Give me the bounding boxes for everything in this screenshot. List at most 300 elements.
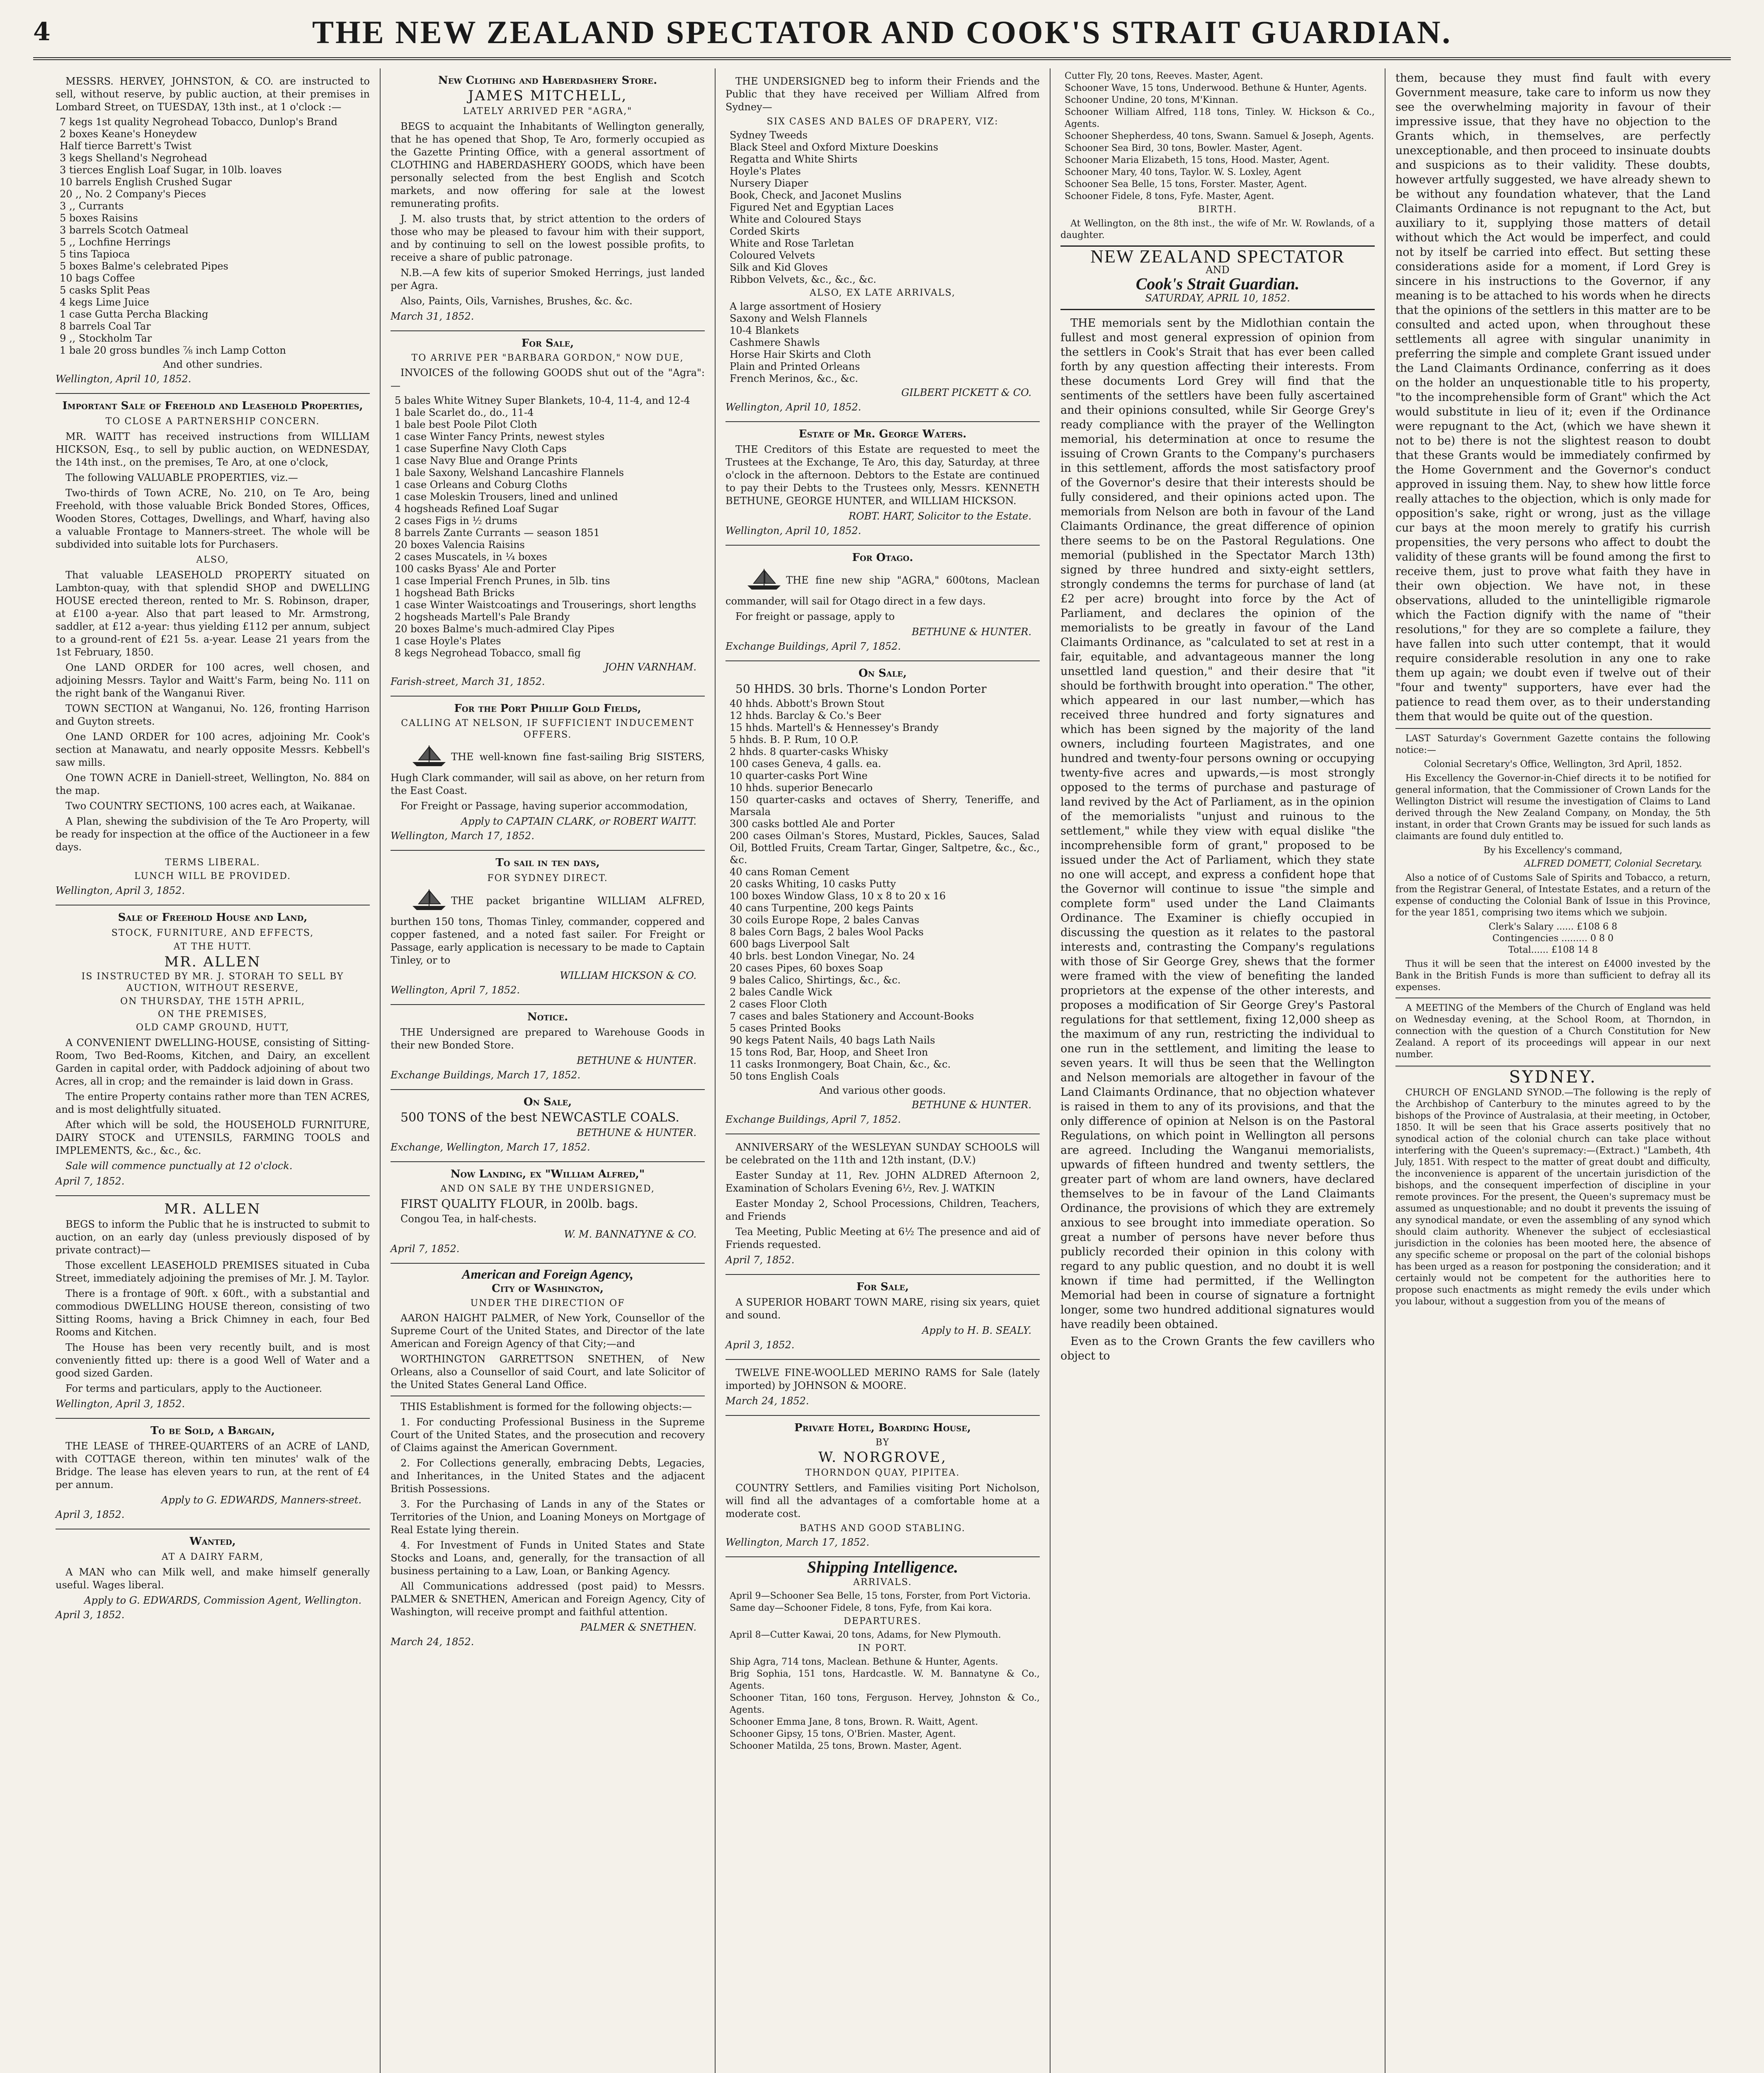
ad-signature: Apply to CAPTAIN CLARK, or ROBERT WAITT. bbox=[461, 816, 696, 827]
list-item: Cashmere Shawls bbox=[730, 337, 820, 348]
ad-title: New Clothing and Haberdashery Store. bbox=[438, 74, 658, 87]
list-item: Regatta and White Shirts bbox=[730, 153, 858, 165]
list-item: 50 tons English Coals bbox=[730, 1070, 839, 1082]
ad-text: THE fine new ship "AGRA," 600tons, Maclean commander, will sail for Otago direct in a few days. bbox=[725, 567, 1040, 608]
ad-text: A Plan, shewing the subdivision of the Te Aro Property, will be ready for inspection at the office of the Auctioneer in a few days. bbox=[56, 816, 370, 853]
list-item: 5 boxes Balme's celebrated Pipes bbox=[60, 260, 228, 272]
list-item: White and Rose Tarletan bbox=[730, 238, 854, 249]
page-columns bbox=[46, 68, 1720, 2073]
editorial-title-and: AND bbox=[1206, 264, 1230, 276]
editorial-date: SATURDAY, APRIL 10, 1852. bbox=[1145, 292, 1290, 304]
ad-on-sale-goods bbox=[725, 661, 1040, 1134]
list-item: Schooner Undine, 20 tons, M'Kinnan. bbox=[1065, 95, 1238, 105]
ad-mare-for-sale bbox=[725, 1275, 1040, 1360]
ad-auctioneer-name: MR. ALLEN bbox=[164, 954, 261, 970]
ad-subtitle: LATELY ARRIVED PER "AGRA," bbox=[463, 106, 633, 117]
ad-date: April 3, 1852. bbox=[56, 1609, 125, 1621]
ad-text: One LAND ORDER for 100 acres, well chosen, and adjoining Messrs. Taylor and Waitt's Farm, being No. 111 on the right bank of the Wanganui River. bbox=[56, 662, 370, 699]
list-item: 3 kegs Shelland's Negrohead bbox=[60, 152, 207, 164]
list-item: Horse Hair Skirts and Cloth bbox=[730, 349, 871, 360]
ad-date: April 7, 1852. bbox=[391, 1243, 460, 1255]
list-item: 40 cans Turpentine, 200 kegs Paints bbox=[730, 902, 914, 914]
list-item: 1 case Winter Fancy Prints, newest styles bbox=[395, 431, 605, 442]
gazette-signature: ALFRED DOMETT, Colonial Secretary. bbox=[1524, 859, 1702, 869]
ad-proprietor-name: W. NORGROVE, bbox=[818, 1449, 947, 1466]
ad-title: To sail in ten days, bbox=[495, 857, 600, 869]
ad-subtitle: BY bbox=[875, 1437, 890, 1448]
ad-text: For terms and particulars, apply to the Auctioneer. bbox=[66, 1383, 322, 1394]
ad-text: The House has been very recently built, and is most conveniently fitted up: there is a good Well of Water and a good sized Garden. bbox=[56, 1342, 370, 1379]
ad-text: And other sundries. bbox=[163, 359, 263, 370]
list-item: Saxony and Welsh Flannels bbox=[730, 313, 867, 324]
ad-title: Now Landing, ex "William Alfred," bbox=[450, 1168, 645, 1180]
ad-date: March 31, 1852. bbox=[391, 311, 474, 322]
ad-text: For Freight or Passage, having superior accommodation, bbox=[400, 800, 688, 812]
ad-subtitle: ON THURSDAY, THE 15TH APRIL, bbox=[120, 996, 305, 1007]
list-item: 10 quarter-casks Port Wine bbox=[730, 770, 868, 782]
ad-text: THIS Establishment is formed for the following objects:— bbox=[400, 1401, 692, 1413]
list-item: 20 boxes Balme's much-admired Clay Pipes bbox=[395, 623, 615, 635]
ad-title: Sale of Freehold House and Land, bbox=[118, 911, 308, 924]
item-list bbox=[60, 116, 370, 357]
ad-date: Wellington, April 3, 1852. bbox=[56, 1398, 185, 1410]
item-list bbox=[730, 698, 1040, 1083]
ad-subtitle: OLD CAMP GROUND, HUTT, bbox=[136, 1022, 290, 1033]
ad-merino-rams bbox=[725, 1360, 1040, 1416]
ad-flour bbox=[391, 1162, 705, 1264]
list-item: April 9—Schooner Sea Belle, 15 tons, Forster, from Port Victoria. bbox=[730, 1591, 1031, 1601]
list-item: White and Coloured Stays bbox=[730, 214, 861, 225]
ad-text: 4. For Investment of Funds in United States and State Stocks and Loans, and, generally, for the transaction of all business pertaining to a Law, Loan, or Banking Agency. bbox=[391, 1539, 705, 1577]
gazette-body: His Excellency the Governor-in-Chief directs it to be notified for general information, that the Commissioner of Crown Lands for the Wellington District will resume the investigation of Claims to Land derived through the New Zealand Company, on Monday, the 5th instant, in order that Crown Grants may be issued for such lands as claimants are found duly entitled to. bbox=[1395, 773, 1711, 842]
ad-title: For the Port Phillip Gold Fields, bbox=[454, 702, 641, 715]
ad-text: THE well-known fine fast-sailing Brig SISTERS, Hugh Clark commander, will sail as above, on her return from the East Coast. bbox=[391, 743, 705, 797]
ad-lease-bargain bbox=[56, 1419, 370, 1529]
ad-date: Wellington, April 7, 1852. bbox=[391, 984, 520, 996]
ad-text: A CONVENIENT DWELLING-HOUSE, consisting of Sitting-Room, Two Bed-Rooms, Kitchen, and Dairy, an excellent Garden in capital order, with Paddock adjoining of about two Acres, all in crop; and the remainder is laid down in Grass. bbox=[56, 1037, 370, 1087]
list-item: 100 cases Geneva, 4 galls. ea. bbox=[730, 758, 881, 769]
list-item: 2 cases Figs in ½ drums bbox=[395, 515, 517, 527]
list-item: 8 barrels Zante Currants — season 1851 bbox=[395, 527, 600, 539]
list-item: 2 cases Muscatels, in ¼ boxes bbox=[395, 551, 547, 563]
ad-subtitle: STOCK, FURNITURE, AND EFFECTS, bbox=[111, 928, 314, 938]
ad-subtitle: AND ON SALE BY THE UNDERSIGNED, bbox=[440, 1184, 655, 1194]
list-item: A large assortment of Hosiery bbox=[730, 301, 881, 312]
sydney-article: CHURCH OF ENGLAND SYNOD.—The following is the reply of the Archbishop of Canterbury to the minutes agreed to by the bishops of the Province of Australasia, at their meeting, in October, 1850. It will be seen that his Grace asserts positively that no synodical action of the colonial church can take place without interfering with the Queen's supremacy:—(Extract.) "Lambeth, 4th July, 1851. With respect to the matter of great doubt and difficulty, the inconvenience is apparent of the uncertain jurisdiction of the bishops, and the consequent imperfection of discipline in your remote provinces. For the present, the Queen's supremacy must be assumed as unquestionable; and no doubt it prevents the issuing of any synodical mandate, or even the assembling of any synod which should claim authority. Whenever the subject of ecclesiastical jurisdiction in the colonies has been mooted here, the absence of any specific scheme or proposal on the part of the colonial bishops has been urged as a reason for postponing the consideration; and it certainly would not be competent for the authorities here to propose such enactments as might remedy the evils under which you labour, without a suggestion from you of the means of bbox=[1395, 1087, 1711, 1307]
ad-subtitle: THORNDON QUAY, PIPITEA. bbox=[805, 1468, 960, 1478]
ad-text: INVOICES of the following GOODS shut out of the "Agra":— bbox=[391, 367, 705, 391]
ad-date: Exchange Buildings, March 17, 1852. bbox=[391, 1069, 581, 1081]
in-port-list bbox=[730, 1656, 1040, 1752]
editorial-paragraph: Even as to the Crown Grants the few cavillers who object to bbox=[1060, 1335, 1375, 1362]
list-item: Schooner Sea Bird, 30 tons, Bowler. Master, Agent. bbox=[1065, 143, 1303, 153]
ad-dairy-wanted bbox=[56, 1529, 370, 1629]
ad-text: One TOWN ACRE in Daniell-street, Wellington, No. 884 on the map. bbox=[56, 772, 370, 796]
list-item: 1 case Winter Waistcoatings and Trouserings, short lengths bbox=[395, 599, 696, 611]
ad-freehold-sale bbox=[56, 394, 370, 905]
list-item: Sydney Tweeds bbox=[730, 129, 808, 141]
ad-text: WORTHINGTON GARRETTSON SNETHEN, of New Orleans, also a Counsellor of said Court, and late Solicitor of the United States General Land Office. bbox=[391, 1353, 705, 1391]
list-item: 12 hhds. Barclay & Co.'s Beer bbox=[730, 710, 881, 721]
list-item: 3 ,, Currants bbox=[60, 200, 124, 212]
list-item: Schooner Titan, 160 tons, Ferguson. Hervey, Johnston & Co., Agents. bbox=[730, 1693, 1040, 1715]
list-item: 3 barrels Scotch Oatmeal bbox=[60, 224, 189, 236]
list-item: 11 casks Ironmongery, Boat Chain, &c., &c. bbox=[730, 1058, 951, 1070]
list-item: 5 hhds. B. P. Rum, 10 O.P. bbox=[730, 734, 859, 745]
ad-for-otago bbox=[725, 546, 1040, 661]
ad-subtitle: DEPARTURES. bbox=[844, 1616, 922, 1626]
ad-signature: PALMER & SNETHEN. bbox=[580, 1622, 696, 1633]
list-item: Ship Agra, 714 tons, Maclean. Bethune & Hunter, Agents. bbox=[730, 1657, 998, 1667]
list-item: Schooner Emma Jane, 8 tons, Brown. R. Waitt, Agent. bbox=[730, 1717, 978, 1727]
ad-text: THE UNDERSIGNED beg to inform their Friends and the Public that they have received per William Alfred from Sydney— bbox=[725, 75, 1040, 113]
list-item: 7 cases and bales Stationery and Account-Books bbox=[730, 1010, 974, 1022]
notice-text: Also a notice of of Customs Sale of Spirits and Tobacco, a return, from the Registrar General, of Intestate Estates, and a return of the expense of conducting the Colonial Bank of Issue in this Province, for the year 1851, comprising two items which we subjoin. bbox=[1395, 873, 1711, 918]
ad-title: To be Sold, a Bargain, bbox=[150, 1425, 275, 1437]
ad-text: All Communications addressed (post paid) to Messrs. PALMER & SNETHEN, American and Foreign Agency, City of Washington, will receive prompt and faithful attention. bbox=[391, 1580, 705, 1618]
arrivals-list bbox=[730, 1590, 1040, 1614]
ad-signature: BETHUNE & HUNTER. bbox=[577, 1127, 696, 1138]
list-item: Ribbon Velvets, &c., &c., &c. bbox=[730, 274, 876, 285]
ad-text: The entire Property contains rather more than TEN ACRES, and is most delightfully situated. bbox=[56, 1091, 370, 1115]
ad-clothing-store bbox=[391, 68, 705, 331]
list-item: 40 cans Roman Cement bbox=[730, 866, 849, 878]
ship-icon bbox=[735, 567, 783, 595]
ad-text: After which will be sold, the HOUSEHOLD FURNITURE, DAIRY STOCK and UTENSILS, FARMING TOOLS and IMPLEMENTS, &c., &c., &c. bbox=[56, 1119, 370, 1156]
ad-newcastle-coals bbox=[391, 1090, 705, 1162]
list-item: 20 cases Pipes, 60 boxes Soap bbox=[730, 962, 883, 974]
list-item: April 8—Cutter Kawai, 20 tons, Adams, for New Plymouth. bbox=[730, 1630, 1001, 1640]
ad-text: Easter Sunday at 11, Rev. JOHN ALDRED Afternoon 2, Examination of Scholars Evening 6½, Rev. J. WATKIN bbox=[725, 1170, 1040, 1194]
ad-subtitle: BIRTH. bbox=[1198, 204, 1237, 215]
column-5 bbox=[1385, 68, 1720, 2073]
church-notice: A MEETING of the Members of the Church of England was held on Wednesday evening, at the School Room, at Thorndon, in connection with the question of a Church Constitution for New Zealand. A report of its proceedings will appear in our next number. bbox=[1395, 1003, 1711, 1060]
list-item: 5 casks Split Peas bbox=[60, 284, 150, 296]
ad-subtitle: CALLING AT NELSON, IF SUFFICIENT INDUCEMENT OFFERS. bbox=[401, 718, 694, 740]
ad-signature: BETHUNE & HUNTER. bbox=[912, 626, 1031, 638]
list-item: 10-4 Blankets bbox=[730, 325, 799, 336]
list-item: 3 tierces English Loaf Sugar, in 10lb. loaves bbox=[60, 164, 282, 176]
ad-signature: Apply to G. EDWARDS, Manners-street. bbox=[161, 1494, 362, 1506]
list-item: Half tierce Barrett's Twist bbox=[60, 140, 192, 152]
list-item: 1 bale Saxony, Welshand Lancashire Flannels bbox=[395, 467, 624, 478]
item-list bbox=[730, 129, 1040, 286]
item-list bbox=[730, 301, 1040, 385]
list-item: Same day—Schooner Fidele, 8 tons, Fyfe, from Kai kora. bbox=[730, 1603, 992, 1613]
list-item: Schooner Sea Belle, 15 tons, Forster. Master, Agent. bbox=[1065, 179, 1307, 189]
list-item: 4 hogsheads Refined Loaf Sugar bbox=[395, 503, 558, 515]
ad-signature: BETHUNE & HUNTER. bbox=[912, 1099, 1031, 1111]
ad-title: City of Washington, bbox=[492, 1282, 604, 1295]
column-3 bbox=[716, 68, 1051, 2073]
list-item: 40 hhds. Abbott's Brown Stout bbox=[730, 698, 885, 709]
ad-text: Also, Paints, Oils, Varnishes, Brushes, &c. &c. bbox=[400, 295, 633, 307]
ad-date: April 7, 1852. bbox=[56, 1175, 125, 1187]
ad-text: THE packet brigantine WILLIAM ALFRED, burthen 150 tons, Thomas Tinley, commander, coppered and copper fastened, and a noted fast sailer. For Freight or Passage, early application is necessary to be made to Captain Tinley, or to bbox=[391, 887, 705, 967]
ad-text: THE Undersigned are prepared to Warehouse Goods in their new Bonded Store. bbox=[391, 1027, 705, 1051]
ad-subtitle: ALSO, EX LATE ARRIVALS, bbox=[810, 288, 956, 298]
contingencies-line: Contingencies ......... 0 8 0 bbox=[1492, 933, 1614, 944]
list-item: 40 brls. best London Vinegar, No. 24 bbox=[730, 950, 915, 962]
list-item: 1 case Navy Blue and Orange Prints bbox=[395, 455, 578, 466]
column-1 bbox=[46, 68, 381, 2073]
ad-signature: JOHN VARNHAM. bbox=[604, 661, 696, 673]
editorial-title: NEW ZEALAND SPECTATOR bbox=[1090, 246, 1345, 267]
ad-sydney-direct bbox=[391, 851, 705, 1005]
birth-notice: At Wellington, on the 8th inst., the wife of Mr. W. Rowlands, of a daughter. bbox=[1060, 218, 1375, 240]
list-item: 15 tons Rod, Bar, Hoop, and Sheet Iron bbox=[730, 1046, 928, 1058]
list-item: 2 hhds. 8 quarter-casks Whisky bbox=[730, 746, 888, 757]
list-item: 5 boxes Raisins bbox=[60, 212, 138, 224]
in-port-list bbox=[1065, 70, 1375, 202]
column-4 bbox=[1051, 68, 1385, 2073]
ad-date: Wellington, April 10, 1852. bbox=[725, 401, 861, 413]
ad-text: N.B.—A few kits of superior Smoked Herrings, just landed per Agra. bbox=[391, 267, 705, 291]
gazette-by: By his Excellency's command, bbox=[1483, 845, 1623, 856]
ad-merchant-name: JAMES MITCHELL, bbox=[468, 87, 628, 104]
list-item: Book, Check, and Jaconet Muslins bbox=[730, 189, 902, 201]
list-item: 1 case Gutta Percha Blacking bbox=[60, 308, 209, 320]
ad-text: For freight or passage, apply to bbox=[735, 611, 895, 622]
ad-text: MR. WAITT has received instructions from WILLIAM HICKSON, Esq., to sell by public auction, on WEDNESDAY, the 14th inst., on the premises, Te Aro, at one o'clock, bbox=[56, 431, 370, 468]
list-item: 100 boxes Window Glass, 10 x 8 to 20 x 16 bbox=[730, 890, 946, 902]
ad-title: For Sale, bbox=[521, 337, 574, 350]
list-item: 1 bale Scarlet do., do., 11-4 bbox=[395, 407, 534, 418]
ad-title: On Sale, bbox=[858, 667, 907, 680]
departures-list bbox=[730, 1629, 1040, 1641]
ad-date: April 3, 1852. bbox=[56, 1509, 125, 1520]
ad-text: 500 TONS of the best NEWCASTLE COALS. bbox=[400, 1110, 679, 1125]
ad-date: Exchange Buildings, April 7, 1852. bbox=[725, 641, 901, 652]
list-item: 20 ,, No. 2 Company's Pieces bbox=[60, 188, 206, 200]
ad-signature: WILLIAM HICKSON & CO. bbox=[560, 970, 696, 981]
ad-subtitle: IN PORT. bbox=[858, 1643, 907, 1653]
ad-text: Two-thirds of Town ACRE, No. 210, on Te Aro, being Freehold, with those valuable Brick Bonded Stores, Offices, Wooden Stores, Cottages, Dwellings, and Wharf, having also a valuable Frontage to Manners-street. The whole will be subdivided into suitable lots for Purchasers. bbox=[56, 487, 370, 550]
list-item: 9 bales Calico, Shirtings, &c., &c. bbox=[730, 974, 901, 986]
list-item: Schooner Fidele, 8 tons, Fyfe. Master, Agent. bbox=[1065, 191, 1274, 201]
ad-date: Exchange, Wellington, March 17, 1852. bbox=[391, 1141, 590, 1153]
list-item: 1 case Imperial French Prunes, in 5lb. tins bbox=[395, 575, 610, 587]
ad-text: MESSRS. HERVEY, JOHNSTON, & CO. are instructed to sell, without reserve, by public auction, at their premises in Lombard Street, on TUESDAY, 13th inst., at 1 o'clock :— bbox=[56, 75, 370, 113]
ad-text: 3. For the Purchasing of Lands in any of the States or Territories of the Union, and Loaning Moneys on Mortgage of Real Estate lying therein. bbox=[391, 1498, 705, 1536]
sydney-heading: SYDNEY. bbox=[1395, 1066, 1711, 1084]
list-item: 2 cases Floor Cloth bbox=[730, 998, 827, 1010]
list-item: 5 tins Tapioca bbox=[60, 248, 130, 260]
ad-text: ANNIVERSARY of the WESLEYAN SUNDAY SCHOOLS will be celebrated on the 11th and 12th instant, (D.V.) bbox=[725, 1141, 1040, 1166]
ad-american-agency bbox=[391, 1264, 705, 1656]
list-item: 9 ,, Stockholm Tar bbox=[60, 333, 152, 344]
item-list bbox=[395, 395, 705, 659]
divider bbox=[1395, 728, 1711, 729]
section-heading: Shipping Intelligence. bbox=[807, 1558, 958, 1576]
ad-text: Congou Tea, in half-chests. bbox=[400, 1213, 537, 1225]
list-item: French Merinos, &c., &c. bbox=[730, 373, 858, 384]
ad-text: THE Creditors of this Estate are requested to meet the Trustees at the Exchange, Te Aro, this day, Saturday, at three o'clock in the afternoon. Debtors to the Estate are continued to pay their Debts to the Trustees only, Messrs. KENNETH BETHUNE, GEORGE HUNTER, and WILLIAM HICKSON. bbox=[725, 444, 1040, 507]
list-item: 1 bale best Poole Pilot Cloth bbox=[395, 419, 537, 430]
ad-subtitle: AT A DAIRY FARM, bbox=[161, 1552, 264, 1562]
ad-subtitle: ALSO, bbox=[196, 555, 229, 565]
list-item: 20 casks Whiting, 10 casks Putty bbox=[730, 878, 896, 890]
ad-title: For Otago. bbox=[852, 551, 913, 564]
ship-icon bbox=[400, 887, 448, 915]
ad-text: AARON HAIGHT PALMER, of New York, Counsellor of the Supreme Court of the United States, and Director of the late American and Foreign Agency of that City;—and bbox=[391, 1312, 705, 1350]
ad-bonded-store bbox=[391, 1005, 705, 1090]
ad-title: Private Hotel, Boarding House, bbox=[794, 1422, 971, 1434]
list-item: Silk and Kid Gloves bbox=[730, 262, 828, 273]
list-item: 600 bags Liverpool Salt bbox=[730, 938, 849, 950]
list-item: 2 bales Candle Wick bbox=[730, 986, 832, 998]
newspaper-title: THE NEW ZEALAND SPECTATOR AND COOK'S STRAIT GUARDIAN. bbox=[312, 14, 1452, 50]
list-item: 5 cases Printed Books bbox=[730, 1022, 841, 1034]
list-item: 150 quarter-casks and octaves of Sherry, Teneriffe, and Marsala bbox=[730, 794, 1040, 818]
ad-title: American and Foreign Agency, bbox=[462, 1267, 633, 1282]
list-item: 90 kegs Patent Nails, 40 bags Lath Nails bbox=[730, 1034, 935, 1046]
list-item: Plain and Printed Orleans bbox=[730, 361, 860, 372]
list-item: 200 cases Oilman's Stores, Mustard, Pickles, Sauces, Salad Oil, Bottled Fruits, Cream Tartar, Ginger, Saltpetre, &c., &c., &c. bbox=[730, 830, 1040, 866]
ad-text: Tea Meeting, Public Meeting at 6½ The presence and aid of Friends requested. bbox=[725, 1226, 1040, 1250]
ad-date: Wellington, April 10, 1852. bbox=[725, 525, 861, 536]
notice-text: Thus it will be seen that the interest on £4000 invested by the Bank in the British Funds is more than sufficient to defray all its expenses. bbox=[1395, 959, 1711, 993]
ad-text: The following VALUABLE PROPERTIES, viz.— bbox=[66, 472, 298, 483]
ad-private-hotel bbox=[725, 1416, 1040, 1557]
ad-estate-waters bbox=[725, 422, 1040, 546]
editorial-subtitle: Cook's Strait Guardian. bbox=[1136, 274, 1300, 293]
list-item: Schooner Shepherdess, 40 tons, Swann. Samuel & Joseph, Agents. bbox=[1065, 131, 1374, 141]
ad-text: Two COUNTRY SECTIONS, 100 acres each, at Waikanae. bbox=[66, 800, 356, 812]
ad-text: One LAND ORDER for 100 acres, adjoining Mr. Cook's section at Manawatu, and nearly opposite Messrs. Kebbell's saw mills. bbox=[56, 731, 370, 768]
ad-signature: ROBT. HART, Solicitor to the Estate. bbox=[848, 510, 1031, 522]
ad-title: For Sale, bbox=[856, 1281, 909, 1293]
list-item: 100 casks Byass' Ale and Porter bbox=[395, 563, 556, 575]
salary-line: Clerk's Salary ...... £108 6 8 bbox=[1488, 922, 1618, 932]
list-item: 10 bags Coffee bbox=[60, 272, 135, 284]
ad-date: March 24, 1852. bbox=[725, 1395, 809, 1407]
list-item: 8 barrels Coal Tar bbox=[60, 320, 151, 332]
list-item: Black Steel and Oxford Mixture Doeskins bbox=[730, 141, 939, 153]
ad-invoices-for-sale bbox=[391, 331, 705, 697]
list-item: 1 case Superfine Navy Cloth Caps bbox=[395, 443, 567, 454]
ad-text: Easter Monday 2, School Processions, Children, Teachers, and Friends bbox=[725, 1198, 1040, 1222]
ad-subtitle: TERMS LIBERAL. bbox=[165, 857, 260, 868]
list-item: Corded Skirts bbox=[730, 226, 800, 237]
list-item: 1 hogshead Bath Bricks bbox=[395, 587, 515, 599]
ad-text: Sale will commence punctually at 12 o'clock. bbox=[66, 1160, 293, 1172]
ship-icon bbox=[400, 743, 448, 772]
ad-text: BEGS to inform the Public that he is instructed to submit to auction, on an early day (unless previously disposed of by private contract)— bbox=[56, 1219, 370, 1256]
list-item: 1 bale 20 gross bundles ⅞ inch Lamp Cotton bbox=[60, 345, 286, 356]
ad-text: TOWN SECTION at Wanganui, No. 126, fronting Harrison and Guyton streets. bbox=[56, 703, 370, 727]
list-item: 300 casks bottled Ale and Porter bbox=[730, 818, 895, 830]
ad-date: Wellington, March 17, 1852. bbox=[725, 1537, 869, 1548]
list-item: Schooner William Alfred, 118 tons, Tinley. W. Hickson & Co., Agents. bbox=[1065, 107, 1375, 129]
list-item: Schooner Mary, 40 tons, Taylor. W. S. Loxley, Agent bbox=[1065, 167, 1301, 177]
ad-date: Farish-street, March 31, 1852. bbox=[391, 676, 545, 687]
column-2 bbox=[381, 68, 716, 2073]
list-item: 8 bales Corn Bags, 2 bales Wool Packs bbox=[730, 926, 924, 938]
list-item: 1 case Hoyle's Plates bbox=[395, 635, 501, 647]
ad-date: Exchange Buildings, April 7, 1852. bbox=[725, 1114, 901, 1125]
list-item: 10 barrels English Crushed Sugar bbox=[60, 176, 232, 188]
ad-subtitle: UNDER THE DIRECTION OF bbox=[470, 1298, 625, 1308]
ad-title: On Sale, bbox=[523, 1096, 572, 1108]
ad-signature: Apply to H. B. SEALY. bbox=[922, 1325, 1031, 1336]
ad-subtitle: SIX CASES AND BALES OF DRAPERY, VIZ: bbox=[767, 117, 999, 127]
list-item: 30 coils Europe Rope, 2 bales Canvas bbox=[730, 914, 920, 926]
ad-subtitle: LUNCH WILL BE PROVIDED. bbox=[134, 871, 291, 881]
list-item: 7 kegs 1st quality Negrohead Tobacco, Dunlop's Brand bbox=[60, 116, 337, 128]
list-item: 1 case Orleans and Coburg Cloths bbox=[395, 479, 568, 490]
ad-date: April 3, 1852. bbox=[725, 1339, 795, 1351]
ad-text: J. M. also trusts that, by strict attention to the orders of those who may be pleased to favour him with their support, and by continuing to sell on the lowest possible profits, to receive a share of public patronage. bbox=[391, 213, 705, 263]
ad-subtitle: ARRIVALS. bbox=[853, 1577, 912, 1588]
ad-text: BEGS to acquaint the Inhabitants of Wellington generally, that he has opened that Shop, Te Aro, formerly occupied as the Gazette Printing Office, with a general assortment of CLOTHING and HABERDASHERY GOODS, which have been personally selected from the best English and Scotch markets, and now offering for sale at the lowest remunerating profits. bbox=[391, 121, 705, 209]
ad-auctioneer-name: MR. ALLEN bbox=[164, 1201, 261, 1217]
list-item: 2 boxes Keane's Honeydew bbox=[60, 128, 197, 140]
list-item: Hoyle's Plates bbox=[730, 165, 801, 177]
list-item: 8 kegs Negrohead Tobacco, small fig bbox=[395, 647, 581, 659]
ad-text: 1. For conducting Professional Business in the Supreme Court of the United States, and the prosecution and recovery of Claims against the American Government. bbox=[391, 1416, 705, 1454]
ad-text: 50 HHDS. 30 brls. Thorne's London Porter bbox=[735, 682, 987, 696]
list-item: 1 case Moleskin Trousers, lined and unlined bbox=[395, 491, 618, 502]
ad-signature: W. M. BANNATYNE & CO. bbox=[564, 1228, 696, 1240]
ad-hutt-sale bbox=[56, 905, 370, 1196]
list-item: 10 hhds. superior Benecarlo bbox=[730, 782, 873, 794]
ad-subtitle: FOR SYDNEY DIRECT. bbox=[487, 873, 608, 884]
list-item: Coloured Velvets bbox=[730, 250, 815, 261]
ad-cuba-street bbox=[56, 1196, 370, 1419]
total-line: Total...... £108 14 8 bbox=[1508, 945, 1598, 955]
ad-subtitle: TO CLOSE A PARTNERSHIP CONCERN. bbox=[105, 416, 320, 427]
ad-text: FIRST QUALITY FLOUR, in 200lb. bags. bbox=[400, 1197, 638, 1211]
ad-text: That valuable LEASEHOLD PROPERTY situated on Lambton-quay, with that splendid SHOP and DWELLING HOUSE erected thereon, rented to Mr. S. Robinson, draper, at £100 a-year. Also that part leased to Mr. Armstrong, saddler, at £12 a-year: thus yielding £112 per annum, subject to a ground-rent of £21 5s. a-year. Lease 21 years from the 1st February, 1850. bbox=[56, 569, 370, 658]
list-item: Schooner Maria Elizabeth, 15 tons, Hood. Master, Agent. bbox=[1065, 155, 1330, 165]
ad-signature: GILBERT PICKETT & CO. bbox=[901, 387, 1031, 398]
list-item: Brig Sophia, 151 tons, Hardcastle. W. M. Bannatyne & Co., Agents. bbox=[730, 1669, 1040, 1691]
ad-hervey-johnston bbox=[56, 68, 370, 394]
list-item: 2 hogsheads Martell's Pale Brandy bbox=[395, 611, 570, 623]
editorial-masthead bbox=[1060, 245, 1375, 310]
page-number: 4 bbox=[33, 17, 51, 46]
list-item: Cutter Fly, 20 tons, Reeves. Master, Agent. bbox=[1065, 71, 1263, 81]
ad-drapery bbox=[725, 68, 1040, 422]
ad-subtitle: IS INSTRUCTED BY MR. J. STORAH TO SELL BY AUCTION, WITHOUT RESERVE, bbox=[81, 971, 344, 993]
ad-date: Wellington, April 3, 1852. bbox=[56, 885, 185, 896]
ad-text: And various other goods. bbox=[819, 1085, 946, 1096]
ad-subtitle: TO ARRIVE PER "BARBARA GORDON," NOW DUE, bbox=[411, 353, 684, 363]
masthead bbox=[33, 12, 1731, 60]
ad-text: COUNTRY Settlers, and Families visiting Port Nicholson, will find all the advantages of a comfortable home at a moderate cost. bbox=[725, 1482, 1040, 1520]
ad-date: April 7, 1852. bbox=[725, 1254, 795, 1266]
list-item: Figured Net and Egyptian Laces bbox=[730, 201, 894, 213]
list-item: 5 ,, Lochfine Herrings bbox=[60, 236, 171, 248]
list-item: 4 kegs Lime Juice bbox=[60, 296, 149, 308]
list-item: Schooner Wave, 15 tons, Underwood. Bethune & Hunter, Agents. bbox=[1065, 83, 1367, 93]
ad-subtitle: ON THE PREMISES, bbox=[158, 1009, 268, 1020]
gazette-intro: LAST Saturday's Government Gazette contains the following notice:— bbox=[1395, 733, 1711, 755]
ad-signature: BETHUNE & HUNTER. bbox=[577, 1055, 696, 1066]
editorial-paragraph: THE memorials sent by the Midlothian contain the fullest and most general expression of opinion from the settlers in Cook's Strait that has ever been called forth by any question affecting their interests. From these documents Lord Grey will find that the sentiments of the settlers have been fully ascertained and their opinions consulted, while Sir George Grey's ready compliance with the prayer of the Wellington memorial, his determination at once to resume the issuing of Crown Grants to the Company's purchasers in this settlement, affords the most satisfactory proof of the Governor's desire that their interests should be fully considered, and their opinions acted upon. The memorials from Nelson are both in favour of the Land Claimants Ordinance, the great difference of opinion there seems to be on the Pastoral Regulations. One memorial (published in the Spectator March 13th) signed by three hundred and sixty-eight settlers, strongly condemns the terms for purchase of land (at £2 per acre) brought into force by the Act of Parliament, and declares the opinion of the memorialists to be greatly in favour of the Land Claimants Ordinance, as "calculated to set at rest in a fair, equitable, and advantageous manner the long unsettled land question," and their desire that "it should be forthwith brought into operation." The other, which appeared in our last number,—which has received three hundred and forty signatures and which has been signed by the majority of the land owners, including fourteen Magistrates, and one hundred and twenty-four persons owning or occupying twenty-five acres and upwards,—is most strongly opposed to the terms of purchase and pasturage of land revived by the Act of Parliament, as in the opinion of the memorialists "unjust and ruinous to the settlement," while they view with equal dislike "the incomprehensible form of grant," proposed to be issued under the Act of Parliament, which they state no one will accept, and express a confident hope that the Governor will continue to issue "the simple and complete form" used under the Land Claimants Ordinance. The Examiner is chiefly occupied in discussing the question as it relates to the pastoral interests and, contrasting the Company's regulations with those of Sir George Grey, shews that the former were framed with the view of benefiting the landed proprietors at the expense of the other interests, and proposes a modification of Sir George Grey's Pastoral regulations for that settlement, fixing 12,000 sheep as the maximum of any run, restricting the individual to one run in the settlement, and limiting the lease to seven years. It will thus be seen that the Wellington and Nelson memorials are altogether in favour of the Land Claimants Ordinance, that no objection whatever is raised in them to any of its provisions, and that the only difference of opinion at Nelson is on the Pastoral Regulations, on which point in Wellington all persons are agreed. Including the Wanganui memorialists, upwards of fifteen hundred and twenty settlers, the greater part of whom are land owners, have declared themselves to be in favour of the Land Claimants Ordinance, the provisions of which they are extremely anxious to see brought into immediate operation. So great a number of persons have never before thus publicly recorded their opinion in this colony with regard to any public question, and no doubt it is well known if time had permitted, if the Wellington Memorial had been in course of signature a fortnight longer, some two hundred additional signatures would have readily been obtained. bbox=[1060, 317, 1375, 1331]
ad-text: There is a frontage of 90ft. x 60ft., with a substantial and commodious DWELLING HOUSE thereon, consisting of two Sitting Rooms, having a Brick Chimney in each, four Bed Rooms and Kitchen. bbox=[56, 1288, 370, 1338]
ad-date: Wellington, April 10, 1852. bbox=[56, 373, 192, 385]
list-item: Schooner Gipsy, 15 tons, O'Brien. Master, Agent. bbox=[730, 1729, 956, 1739]
list-item: Nursery Diaper bbox=[730, 177, 808, 189]
ad-title: Wanted, bbox=[189, 1535, 236, 1548]
ad-text: Those excellent LEASEHOLD PREMISES situated in Cuba Street, immediately adjoining the premises of Mr. J. M. Taylor. bbox=[56, 1260, 370, 1284]
ad-port-phillip bbox=[391, 697, 705, 851]
editorial-paragraph: them, because they must find fault with every Government measure, take care to inform us now they see the overwhelming majority in favour of their impressive issue, that they have no objection to the Grants which, in themselves, are perfectly unexceptionable, and then proceed to insinuate doubts and suspicions as to their validity. These doubts, however artfully suggested, we have already shewn to be without any foundation whatever, that the Land Claimants Ordinance is not repugnant to the Act, but auxiliary to it, supplying those matters of detail without which the Act would be imperfect, and could not by itself be carried into effect. But setting these considerations aside for a moment, if Lord Grey is sincere in his instructions to the Governor, if any meaning is to be attached to his words when he directs that the opinions of the settlers in this matter are to be consulted and acted upon, when throughout these settlements all agree with singular unanimity in preferring the simple and complete Grant issued under the Land Claimants Ordinance, conferring as it does on the holder an unquestionable title to his property, "to the incomprehensible form of Grant" which the Act would substitute in lieu of it; even if the Ordinance were repugnant to the Act, (which we have shewn it not to be) there is not the slightest reason to doubt that these Grants would be immediately confirmed by the Home Government and the Governor's conduct approved in issuing them. Nay, to shew how little force really attaches to the objection, which is only made for opposition's sake, right or wrong, just as the village cur bays at the moon merely to gratify his currish propensities, the very persons who affect to doubt the validity of these grants will be found among the first to receive them, just to prove what faith they have in their own objection. We have not, in these observations, alluded to the unintelligible rigmarole which the Faction dignify with the name of "their resolutions," for they are so complete a failure, they have fallen into such utter contempt, that it would require considerable resolution in any one to rake them up again; we doubt even if twelve out of their "four and twenty" supporters, have ever had the patience to read them over, as to their understanding them that would be quite out of the question. bbox=[1395, 72, 1711, 723]
ad-text: A MAN who can Milk well, and make himself generally useful. Wages liberal. bbox=[56, 1566, 370, 1591]
ad-title: Important Sale of Freehold and Leasehold Properties, bbox=[62, 400, 363, 412]
